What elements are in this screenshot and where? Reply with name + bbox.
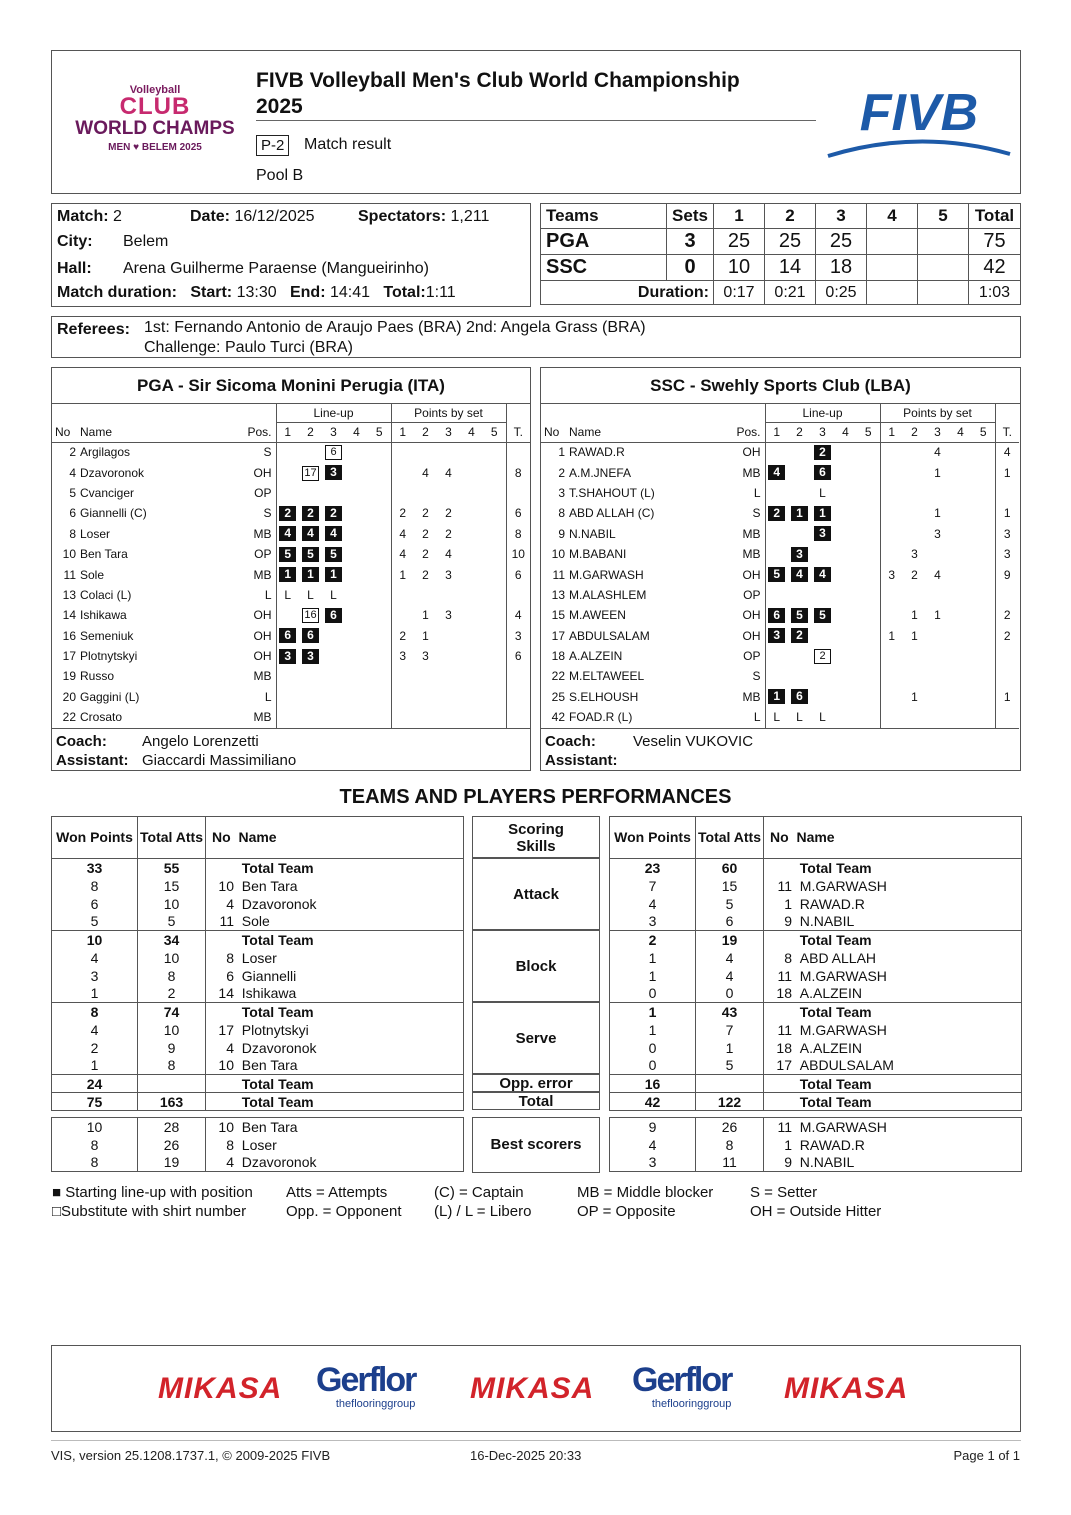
starting-position-marker: 6 — [302, 628, 319, 643]
starting-position-marker: 4 — [302, 526, 319, 541]
performance-title: TEAMS AND PLAYERS PERFORMANCES — [339, 786, 732, 808]
legend-col4: MB = Middle blocker OP = Opposite — [577, 1184, 714, 1220]
match-number: 2 — [113, 208, 122, 225]
best-scorer-row: 8 19 4 Dzavoronok — [52, 1154, 464, 1172]
starting-position-marker: 4 — [768, 465, 785, 480]
starting-position-marker: 3 — [814, 526, 831, 541]
doc-subtitle: Match result — [304, 136, 392, 153]
player-row: 25 S.ELHOUSH MB 1 6 1 1 — [541, 687, 1019, 707]
city: Belem — [123, 233, 169, 250]
starting-position-marker: 1 — [814, 506, 831, 521]
performance-row: 1 43 Total Team — [610, 1003, 1022, 1021]
skill-label: Serve — [472, 1002, 600, 1074]
player-row: 20 Gaggini (L) L — [52, 687, 530, 707]
player-row: 17 Plotnytskyi OH 3 3 3 3 6 — [52, 646, 530, 666]
performance-row: 16 Total Team — [610, 1075, 1022, 1093]
legend-col2: Atts = Attempts Opp. = Opponent — [286, 1184, 402, 1220]
best-scorer-row: 10 28 10 Ben Tara — [52, 1118, 464, 1136]
performance-row: 8 74 Total Team — [52, 1003, 464, 1021]
mikasa-logo: MIKASA — [158, 1372, 283, 1405]
skill-label: Block — [472, 930, 600, 1002]
roster-table: Line-up Points by set No Name Pos. 1 2 3 4 5 1 2 3 4 5 T. 1 RAWAD.R OH 2 4 4 2 A.M.JNEFA MB 4 6 1 1 3 T.SHAHOUT (L) L L 8 ABD ALLAH (C) S 2 1 1 1 1 9 N.NABIL MB 3 3 3 10 M.BABANI MB 3 3 3 11 M.GARWASH OH 5 4 4 3 2 4 9 13 M.ALASHLEM OP 15 M.AWEEN OH 6 5 5 1 1 2 17 ABDULSALAM OH 3 2 1 1 2 18 A.ALZEIN OP 2 22 M.ELTAWEEL S 25 S.ELHOUSH MB 1 6 1 1 42 FOAD.R (L) L L L L — [541, 404, 1019, 729]
skill-label: Attack — [472, 858, 600, 930]
performance-row: 1 2 14 Ishikawa — [52, 985, 464, 1003]
mikasa-logo: MIKASA — [470, 1372, 595, 1405]
starting-position-marker: 2 — [791, 628, 808, 643]
performance-row: 33 55 Total Team — [52, 859, 464, 877]
player-row: 2 Argilagos S 6 — [52, 442, 530, 462]
score-row-pga: PGA 3 25 25 25 75 — [541, 229, 1021, 255]
spectators: 1,211 — [450, 208, 490, 225]
fivb-logo — [826, 78, 1012, 164]
starting-position-marker: 3 — [279, 649, 296, 664]
hall: Arena Guilherme Paraense (Mangueirinho) — [123, 260, 429, 277]
player-row: 11 Sole MB 1 1 1 1 2 3 6 — [52, 564, 530, 584]
referees-line2: Challenge: Paulo Turci (BRA) — [144, 339, 353, 356]
starting-position-marker: 1 — [279, 567, 296, 582]
substitute-marker: 6 — [325, 445, 342, 460]
best-scorers-table — [609, 1117, 1022, 1172]
legend-col1: ■ Starting line-up with position □Substitute with shirt number — [52, 1184, 253, 1220]
coach: Coach: Veselin VUKOVIC — [545, 733, 754, 750]
starting-position-marker: 5 — [302, 547, 319, 562]
starting-position-marker: 5 — [791, 608, 808, 623]
club-world-champs-logo: Volleyball CLUB WORLD CHAMPS MEN ♥ BELEM 2025 — [75, 84, 235, 153]
player-row: 8 ABD ALLAH (C) S 2 1 1 1 1 — [541, 503, 1019, 523]
gerflor-logo: Gerflor theflooringgroup — [632, 1361, 732, 1410]
player-row: 16 Semeniuk OH 6 6 2 1 3 — [52, 626, 530, 646]
substitute-marker: 2 — [814, 649, 831, 664]
starting-position-marker: 5 — [279, 547, 296, 562]
player-row: 3 T.SHAHOUT (L) L L — [541, 483, 1019, 503]
gerflor-logo: Gerflor theflooringgroup — [316, 1361, 416, 1410]
performance-table: Won Points Total Atts No Name 23 60 Total Team 7 15 11 M.GARWASH 4 5 1 RAWAD.R 3 6 9 N.NABIL 2 19 Total Team 1 4 8 ABD ALLAH 1 4 11 M.GARWASH 0 0 18 A.ALZEIN 1 43 Total Team 1 7 11 M.GARWASH 0 1 18 A.ALZEIN 0 5 17 ABDULSALAM 16 Total Team 42 122 Total Team — [609, 816, 1022, 1111]
performance-row: 4 10 17 Plotnytskyi — [52, 1021, 464, 1039]
starting-position-marker: 4 — [279, 526, 296, 541]
referees-box: Referees: 1st: Fernando Antonio de Araujo Paes (BRA) 2nd: Angela Grass (BRA) Challenge: Paulo Turci (BRA) — [51, 316, 1021, 358]
player-row: 13 Colaci (L) L L L L — [52, 585, 530, 605]
starting-position-marker: 4 — [325, 526, 342, 541]
performance-row: 0 1 18 A.ALZEIN — [610, 1039, 1022, 1057]
footer-rule — [51, 1440, 1021, 1441]
legend-col5: S = Setter OH = Outside Hitter — [750, 1184, 882, 1220]
starting-position-marker: 3 — [325, 465, 342, 480]
player-row: 1 RAWAD.R OH 2 4 4 — [541, 442, 1019, 462]
best-scorer-row: 8 26 8 Loser — [52, 1136, 464, 1154]
assistant: Assistant: Giaccardi Massimiliano — [56, 752, 297, 769]
player-row: 42 FOAD.R (L) L L L L — [541, 707, 1019, 727]
performance-row: 7 15 11 M.GARWASH — [610, 877, 1022, 895]
player-row: 11 M.GARWASH OH 5 4 4 3 2 4 9 — [541, 564, 1019, 584]
doc-code: P-2 — [256, 135, 289, 156]
starting-position-marker: 6 — [279, 628, 296, 643]
player-row: 19 Russo MB — [52, 666, 530, 686]
performance-row: 5 5 11 Sole — [52, 913, 464, 931]
performance-row: 2 19 Total Team — [610, 931, 1022, 949]
assistant: Assistant: — [545, 752, 618, 769]
document-title: FIVB Volleyball Men's Club World Championship 2025 — [256, 69, 740, 118]
legend-col3: (C) = Captain (L) / L = Libero — [434, 1184, 532, 1220]
performance-row: 42 122 Total Team — [610, 1093, 1022, 1111]
referees-line1: 1st: Fernando Antonio de Araujo Paes (BRA) 2nd: Angela Grass (BRA) — [144, 319, 646, 336]
starting-position-marker: 2 — [279, 506, 296, 521]
performance-row: 1 4 11 M.GARWASH — [610, 967, 1022, 985]
skill-label: Best scorers — [472, 1117, 600, 1173]
performance-row: 4 10 8 Loser — [52, 949, 464, 967]
player-row: 22 Crosato MB — [52, 707, 530, 727]
starting-position-marker: 4 — [791, 567, 808, 582]
performance-row: 23 60 Total Team — [610, 859, 1022, 877]
player-row: 4 Dzavoronok OH 17 3 4 4 8 — [52, 462, 530, 482]
coach: Coach: Angelo Lorenzetti — [56, 733, 259, 750]
player-row: 9 N.NABIL MB 3 3 3 — [541, 524, 1019, 544]
player-row: 10 Ben Tara OP 5 5 5 4 2 4 10 — [52, 544, 530, 564]
starting-position-marker: 1 — [325, 567, 342, 582]
score-table: Teams Sets 1 2 3 4 5 Total PGA 3 25 25 25 75 SSC 0 10 14 18 42 Duration: 0:17 0:21 0:25 1:03 — [540, 203, 1021, 305]
pool-label: Pool B — [256, 167, 304, 184]
player-row: 18 A.ALZEIN OP 2 — [541, 646, 1019, 666]
starting-position-marker: 2 — [302, 506, 319, 521]
performance-row: 0 5 17 ABDULSALAM — [610, 1057, 1022, 1075]
footer-page: Page 1 of 1 — [953, 1448, 1020, 1463]
footer-version: VIS, version 25.1208.1737.1, © 2009-2025 FIVB — [51, 1448, 331, 1463]
performance-row: 1 8 10 Ben Tara — [52, 1057, 464, 1075]
match-info-box: Match: 2 Date: 16/12/2025 Spectators: 1,211 City: Belem Hall: Arena Guilherme Paraense (Mangueirinho) Match duration: Start: 13:30 End: 14:41 Total:1:11 — [51, 203, 531, 307]
mikasa-logo: MIKASA — [784, 1372, 909, 1405]
best-scorer-row: 3 11 9 N.NABIL — [610, 1154, 1022, 1172]
best-scorer-row: 4 8 1 RAWAD.R — [610, 1136, 1022, 1154]
starting-position-marker: 6 — [325, 608, 342, 623]
player-row: 15 M.AWEEN OH 6 5 5 1 1 2 — [541, 605, 1019, 625]
title-rule — [256, 120, 816, 121]
performance-row: 24 Total Team — [52, 1075, 464, 1093]
best-scorer-row: 9 26 11 M.GARWASH — [610, 1118, 1022, 1136]
player-row: 6 Giannelli (C) S 2 2 2 2 2 2 6 — [52, 503, 530, 523]
starting-position-marker: 5 — [325, 547, 342, 562]
performance-row: 2 9 4 Dzavoronok — [52, 1039, 464, 1057]
substitute-marker: 17 — [302, 466, 319, 481]
player-row: 13 M.ALASHLEM OP — [541, 585, 1019, 605]
player-row: 10 M.BABANI MB 3 3 3 — [541, 544, 1019, 564]
roster-table: Line-up Points by set No Name Pos. 1 2 3 4 5 1 2 3 4 5 T. 2 Argilagos S 6 4 Dzavoronok OH 17 3 4 4 8 5 Cvanciger OP 6 Giannelli (C) S 2 2 2 2 2 2 6 8 Loser MB 4 4 4 4 2 2 8 10 Ben Tara OP 5 5 5 4 2 4 10 11 Sole MB 1 1 1 1 2 3 6 13 Colaci (L) L L L L 14 Ishikawa OH 16 6 1 3 4 16 Semeniuk OH 6 6 2 1 3 17 Plotnytskyi OH 3 3 3 3 6 19 Russo MB 20 Gaggini (L) L 22 Crosato MB — [52, 404, 530, 729]
starting-position-marker: 5 — [814, 608, 831, 623]
performance-row: 10 34 Total Team — [52, 931, 464, 949]
starting-position-marker: 2 — [768, 506, 785, 521]
starting-position-marker: 6 — [768, 608, 785, 623]
starting-position-marker: 6 — [791, 689, 808, 704]
substitute-marker: 16 — [302, 608, 319, 623]
starting-position-marker: 1 — [768, 689, 785, 704]
score-row-ssc: SSC 0 10 14 18 42 — [541, 255, 1021, 281]
duration-row: Duration: 0:17 0:21 0:25 1:03 — [541, 281, 1021, 305]
performance-row: 3 8 6 Giannelli — [52, 967, 464, 985]
starting-position-marker: 1 — [302, 567, 319, 582]
player-row: 5 Cvanciger OP — [52, 483, 530, 503]
starting-position-marker: 4 — [814, 567, 831, 582]
skill-label: Total — [472, 1092, 600, 1110]
starting-position-marker: 3 — [791, 547, 808, 562]
team-title: SSC - Swehly Sports Club (LBA) — [541, 368, 1020, 404]
starting-position-marker: 2 — [814, 445, 831, 460]
performance-row: 8 15 10 Ben Tara — [52, 877, 464, 895]
performance-row: 4 5 1 RAWAD.R — [610, 895, 1022, 913]
performance-row: 3 6 9 N.NABIL — [610, 913, 1022, 931]
skill-label: Opp. error — [472, 1074, 600, 1092]
team-title: PGA - Sir Sicoma Monini Perugia (ITA) — [52, 368, 530, 404]
performance-row: 1 7 11 M.GARWASH — [610, 1021, 1022, 1039]
performance-table: Won Points Total Atts No Name 33 55 Total Team 8 15 10 Ben Tara 6 10 4 Dzavoronok 5 5 11 Sole 10 34 Total Team 4 10 8 Loser 3 8 6 Giannelli 1 2 14 Ishikawa 8 74 Total Team 4 10 17 Plotnytskyi 2 9 4 Dzavoronok 1 8 10 Ben Tara 24 Total Team 75 163 Total Team — [51, 816, 464, 1111]
performance-row: 6 10 4 Dzavoronok — [52, 895, 464, 913]
player-row: 22 M.ELTAWEEL S — [541, 666, 1019, 686]
player-row: 2 A.M.JNEFA MB 4 6 1 1 — [541, 462, 1019, 482]
starting-position-marker: 5 — [768, 567, 785, 582]
team-roster-pga — [51, 367, 531, 771]
match-date: 16/12/2025 — [234, 208, 315, 225]
footer-timestamp: 16-Dec-2025 20:33 — [470, 1448, 582, 1463]
fivb-logo-text: FIVB — [859, 84, 979, 142]
starting-position-marker: 2 — [325, 506, 342, 521]
performance-row: 0 0 18 A.ALZEIN — [610, 985, 1022, 1003]
starting-position-marker: 6 — [814, 465, 831, 480]
skill-label: Scoring Skills — [472, 816, 600, 858]
performance-row: 1 4 8 ABD ALLAH — [610, 949, 1022, 967]
best-scorers-table — [51, 1117, 464, 1172]
match-duration: Match duration: Start: 13:30 End: 14:41 Total:1:11 — [57, 284, 456, 301]
player-row: 14 Ishikawa OH 16 6 1 3 4 — [52, 605, 530, 625]
performance-row: 75 163 Total Team — [52, 1093, 464, 1111]
team-roster-ssc — [540, 367, 1021, 771]
player-row: 17 ABDULSALAM OH 3 2 1 1 2 — [541, 626, 1019, 646]
starting-position-marker: 1 — [791, 506, 808, 521]
starting-position-marker: 3 — [302, 649, 319, 664]
player-row: 8 Loser MB 4 4 4 4 2 2 8 — [52, 524, 530, 544]
starting-position-marker: 3 — [768, 628, 785, 643]
